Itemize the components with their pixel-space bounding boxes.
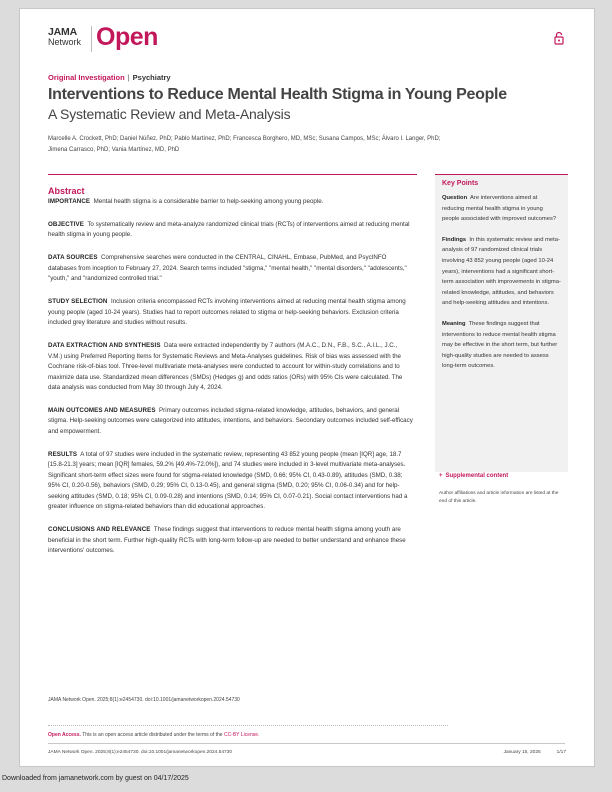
key-point-label: Findings <box>442 236 467 243</box>
publication-date: January 15, 2025 <box>503 750 541 755</box>
key-point-text: These findings suggest that interventions to reduce mental health stigma may be effective in the short term, but further high-quality studies are needed to assess long-term outcomes. <box>442 320 558 370</box>
plus-icon: + <box>439 473 443 479</box>
logo-open: Open <box>96 23 158 51</box>
footer-divider <box>48 743 565 744</box>
section-label: MAIN OUTCOMES AND MEASURES <box>48 406 156 414</box>
article-type[interactable]: Original Investigation <box>48 73 125 82</box>
abstract-heading <box>48 174 417 199</box>
section-label: DATA EXTRACTION AND SYNTHESIS <box>48 342 161 350</box>
abstract-conclusions <box>48 525 413 557</box>
kicker-separator: | <box>127 73 130 82</box>
article-kicker <box>48 73 171 82</box>
article-page <box>19 8 595 767</box>
author-list <box>48 134 508 155</box>
section-label: OBJECTIVE <box>48 220 84 228</box>
open-access-note <box>48 725 448 738</box>
key-point-label: Question <box>442 195 468 201</box>
section-label: DATA SOURCES <box>48 254 98 262</box>
key-point-label: Meaning <box>442 320 466 327</box>
citation-line: JAMA Network Open. 2025;8(1):e2454730. doi:10.1001/jamanetworkopen.2024.54730 <box>48 697 240 703</box>
open-lock-icon <box>554 31 564 45</box>
section-label: IMPORTANCE <box>48 198 91 205</box>
abstract-body <box>48 197 413 569</box>
abstract-importance <box>48 197 413 208</box>
abstract-data-extraction <box>48 341 413 394</box>
abstract-results <box>48 450 413 513</box>
abstract-study-selection <box>48 297 413 329</box>
key-point-question <box>442 193 561 225</box>
key-point-text: Are interventions aimed at reducing mental health stigma in young people associated with improved outcomes? <box>442 195 557 223</box>
abstract-data-sources <box>48 253 413 285</box>
article-subtitle: A Systematic Review and Meta-Analysis <box>48 106 291 122</box>
abstract-objective <box>48 220 413 241</box>
section-text: A total of 97 studies were included in the systematic review, representing 43 852 young people (mean [IQR] age, 18.7 [15.8-21.3] years; mean [IQR] females, 59.2% [49.4%-72.0%]), and 74 studies were included in 3-level multivariate meta-analyses. Significant short-term effect sizes were found for stigma-related knowledge (SMD, 0.66; 95% CI, 0.43-0.89), attitudes (SMD, 0.38; 95% CI, 0.20-0.56), behaviors (SMD, 0.29; 95% CI, 0.13-0.45), and general stigma (SMD, 0.20; 95% CI, 0.06-0.34) and for help-seeking attitudes (SMD, 0.18; 95% CI, 0.09-0.28) and intentions (SMD, 0.14; 95% CI, 0.07-0.21). Social contact interventions had a greater influence on stigma-related behaviors than did educational approaches. <box>48 450 408 511</box>
download-watermark: Downloaded from jamanetwork.com by guest on 04/17/2025 <box>2 775 189 782</box>
section-label: CONCLUSIONS AND RELEVANCE <box>48 526 151 534</box>
key-point-findings <box>442 235 561 309</box>
section-text: Inclusion criteria encompassed RCTs involving interventions aimed at reducing mental health stigma among young people (aged 10-24 years). Studies had to report outcomes related to stigma or help-seeking behaviors. Exclusion criteria included grey literature and studies without results. <box>48 298 406 327</box>
key-points-box <box>435 174 568 472</box>
key-point-meaning <box>442 319 561 372</box>
affiliations-note: Author affiliations and article information are listed at the end of this article. <box>439 491 559 504</box>
authors-line-2: Jimena Carrasco, PhD; Vania Martínez, MD, PhD <box>48 146 180 153</box>
supplemental-label: Supplemental content <box>445 473 509 479</box>
footer-citation: JAMA Network Open. 2025;8(1):e2454730. doi:10.1001/jamanetworkopen.2024.54730 <box>48 750 233 755</box>
article-title: Interventions to Reduce Mental Health Stigma in Young People <box>48 86 507 103</box>
section-text: Data were extracted independently by 7 authors (M.A.C., D.N., F.B., S.C., A.I.L., J.C., V.M.) using Preferred Reporting Items for Systematic Reviews and Meta-Analyses guidelines. Risk of bias was assessed with the Cochrane risk-of-bias tool. Three-level multivariate meta-analyses were conducted to account for within-study correlations and to maximize data use. Standardized mean differences (SMDs) (Hedges g) and odds ratios (ORs) with 95% CIs were calculated. The data analysis was conducted from May 30 through July 4, 2024. <box>48 342 403 392</box>
abstract-main-outcomes <box>48 406 413 438</box>
page-number: 1/17 <box>556 750 566 755</box>
section-text: To systematically review and meta-analyze randomized clinical trials (RCTs) of interventions aimed at reducing mental health stigma in young people. <box>48 220 410 239</box>
section-label: STUDY SELECTION <box>48 298 108 306</box>
section-text: These findings suggest that interventions to reduce mental health stigma among youth are beneficial in the short term. Further high-quality RCTs with long-term follow-up are needed to better understand and enhance these interventions' outcomes. <box>48 526 406 555</box>
key-point-text: In this systematic review and meta-analysis of 97 randomized clinical trials involving 43 852 young people (aged 10-24 years), interventions had a significant short-term association with improvements in stigma-related knowledge, attitudes, and behaviors and help-seeking attitudes and intentions. <box>442 236 561 307</box>
license-link[interactable]: CC-BY License. <box>223 732 260 738</box>
supplemental-content-link[interactable] <box>439 473 508 479</box>
logo-divider <box>91 26 92 52</box>
section-text: Primary outcomes included stigma-related knowledge, attitudes, behaviors, and general stigma. Help-seeking outcomes were categorized into attitudes, intentions, and behaviors. Secondary outcomes included self-efficacy and empowerment. <box>48 406 413 435</box>
authors-line-1: Marcelle A. Crockett, PhD; Daniel Núñez, PhD; Pablo Martínez, PhD; Francesca Borghero, MD, MSc; Susana Campos, MSc; Álvaro I. Langer, PhD; <box>48 136 441 142</box>
footer-meta <box>504 750 566 755</box>
abstract-title: Abstract <box>48 186 85 196</box>
jama-network-open-logo <box>48 23 158 51</box>
section-text: Mental health stigma is a considerable barrier to help-seeking among young people. <box>93 198 324 205</box>
article-section[interactable]: Psychiatry <box>132 73 171 82</box>
section-text: Comprehensive searches were conducted in the CENTRAL, CINAHL, Embase, PubMed, and PsycINFO databases from inception to February 27, 2024. Search terms included "stigma," "mental health," "mental disorders," "adolescents," "youth," and "randomized controlled trial." <box>48 254 407 283</box>
logo-jama: JAMA <box>48 26 77 38</box>
section-label: RESULTS <box>48 450 78 458</box>
logo-network: Network <box>48 37 82 47</box>
key-points-heading: Key Points <box>442 180 479 187</box>
open-access-tag: Open Access. <box>48 732 81 738</box>
open-access-text: This is an open access article distributed under the terms of the <box>82 732 223 738</box>
